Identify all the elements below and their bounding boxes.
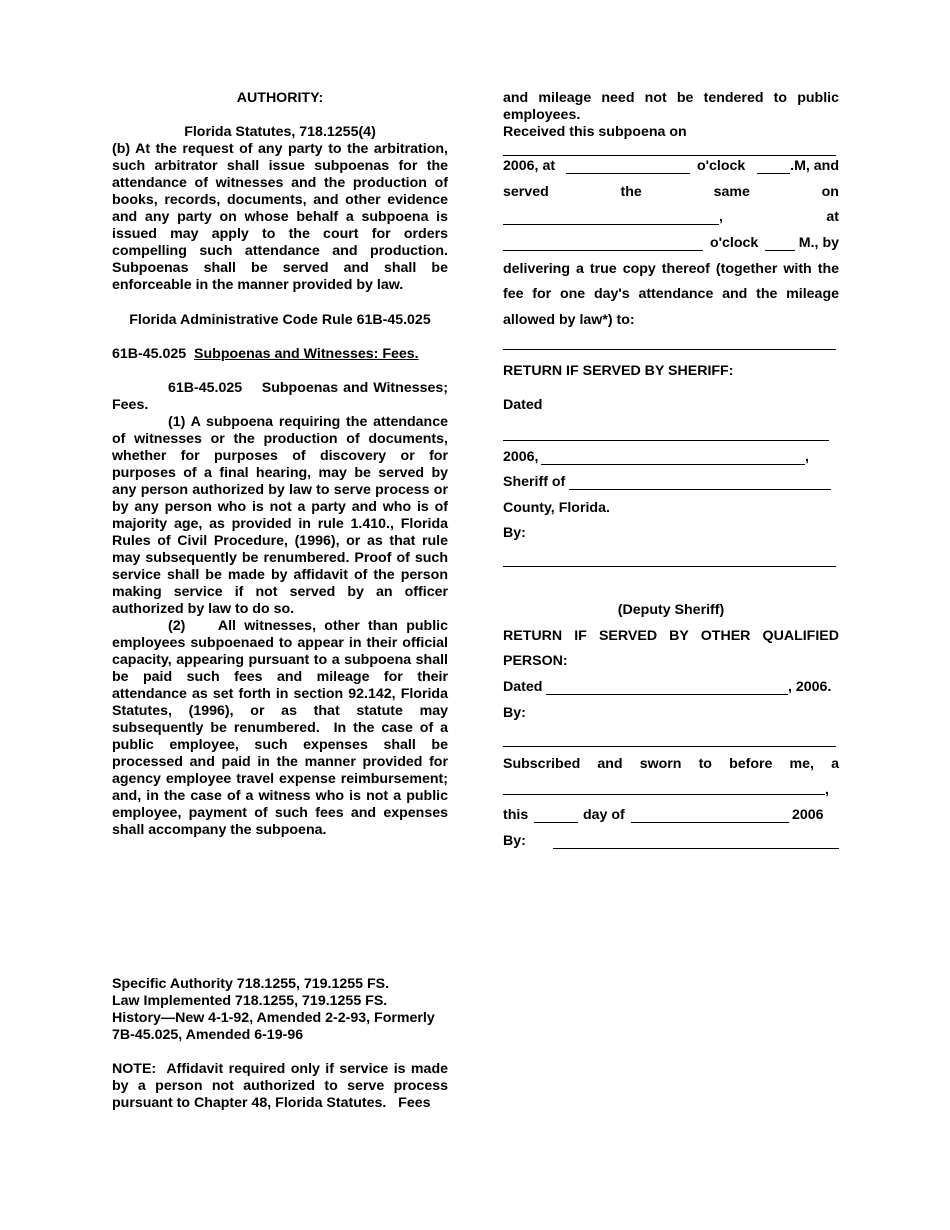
dated-blank <box>503 440 829 441</box>
row1-ampm-blank <box>757 173 790 174</box>
sheriff-county-blank <box>569 489 831 490</box>
to-word: to <box>698 756 712 772</box>
county-row <box>503 498 839 518</box>
sheriff-of-row <box>503 472 839 492</box>
sheriff-of-label: Sheriff of <box>503 474 566 490</box>
subscribed-row <box>503 754 839 774</box>
deputy-text: (Deputy Sheriff) <box>617 602 725 618</box>
before-word: before <box>729 756 773 772</box>
note: NOTE: Affidavit required only if service is made by a person not authorized to serve process pursuant to Chapter 48, Florida Statutes. Fees <box>112 1061 452 1111</box>
row4-m-by: M., by <box>798 235 839 251</box>
month-blank <box>631 822 789 823</box>
sworn-word: sworn <box>639 756 682 772</box>
fee-text: fee for one day's attendance and the mileage <box>503 286 839 302</box>
deputy-signature-blank <box>503 566 836 567</box>
paragraph-2: (2) All witnesses, other than public employees subpoenaed to appear in their official capacity, appearing pursuant to a subpoena shall be paid such fees and mileage for their attendance as set forth in section 92.142, Florida Statutes, (1996), or as that statute may subsequently be renumbered. In the case of a public employee, such expenses shall be processed and paid in the manner provided for agency employee travel expense reimbursement; and, in the case of a witness who is not a public employee, payment of such fees and expenses shall accompany the subpoena. <box>112 618 452 838</box>
served-to-blank <box>503 349 836 350</box>
served-row <box>503 182 839 202</box>
by-row <box>503 523 839 543</box>
served-word: served <box>503 184 549 200</box>
rule-intro: 61B-45.025 Subpoenas and Witnesses; Fees. <box>112 380 452 413</box>
a-word: a <box>831 756 839 772</box>
served-date-blank <box>503 224 719 225</box>
row1-m-and: .M, and <box>790 158 839 174</box>
by3-row <box>503 831 839 851</box>
day-blank <box>534 822 578 823</box>
specific-authority: Specific Authority 718.1255, 719.1255 FS. <box>112 976 390 992</box>
the-word: the <box>620 184 642 200</box>
year-blank <box>541 464 805 465</box>
dated-label: Dated <box>503 397 543 413</box>
year-comma: , <box>805 449 809 465</box>
fee-row <box>503 284 839 304</box>
row1-year: 2006, at <box>503 158 556 174</box>
served-date-comma: , <box>719 209 723 225</box>
authority-heading: AUTHORITY: <box>236 90 324 106</box>
by2-row <box>503 703 839 723</box>
subscribed-word: Subscribed <box>503 756 581 772</box>
deputy-row <box>503 600 839 620</box>
rule-heading-line <box>112 346 448 362</box>
by2-signature-blank <box>503 746 836 747</box>
return-other-text: RETURN IF SERVED BY OTHER QUALIFIED <box>503 628 839 644</box>
officer-blank <box>503 794 825 795</box>
this-label: this <box>503 807 529 823</box>
return-sheriff-heading <box>503 361 839 381</box>
person-row <box>503 651 839 671</box>
dated2-year: , 2006. <box>788 679 832 695</box>
row4-time-blank <box>503 250 703 251</box>
dated2-label: Dated <box>503 679 543 695</box>
return-other-row <box>503 626 839 646</box>
on-word: on <box>821 184 839 200</box>
statute-text: (b) At the request of any party to the arbitration, such arbitrator shall issue subpoenas for the attendance of witnesses and the production of books, records, documents, and other evidence and any party on whose behalf a subpoena is issued may apply to the court for orders compelling such attendance and production. Subpoenas shall be served and shall be enforceable in the manner provided by law. <box>112 141 448 293</box>
time-row-2 <box>503 233 839 253</box>
county-text: County, Florida. <box>503 500 610 516</box>
row4-oclock: o'clock <box>710 235 759 251</box>
rule-heading: Subpoenas and Witnesses: Fees. <box>194 346 419 362</box>
received-label: Received this subpoena on <box>503 124 687 140</box>
rule-title: Florida Administrative Code Rule 61B-45.025 <box>129 312 431 328</box>
dated-row <box>503 395 839 415</box>
year-last: 2006 <box>792 807 824 823</box>
time-row-1 <box>503 156 839 176</box>
by3-signature-blank <box>553 848 839 849</box>
by-label: By: <box>503 525 526 541</box>
at-word: at <box>826 209 839 225</box>
row1-oclock: o'clock <box>697 158 746 174</box>
person-text: PERSON: <box>503 653 568 669</box>
day-of-label: day of <box>583 807 625 823</box>
and-word: and <box>597 756 623 772</box>
by3-label: By: <box>503 833 526 849</box>
officer-row <box>503 780 839 800</box>
law-implemented: Law Implemented 718.1255, 719.1255 FS. <box>112 993 388 1009</box>
officer-comma: , <box>825 782 829 798</box>
history-line-1: History—New 4-1-92, Amended 2-2-93, Formerly <box>112 1010 435 1026</box>
allowed-row <box>503 310 839 330</box>
me-word: me, <box>789 756 814 772</box>
paragraph-1: (1) A subpoena requiring the attendance of witnesses or the production of documents, whether for purposes of discovery or for purposes of a final hearing, may be served by any person authorized by law to serve process or by any person who is not a party and who is of majority age, as provided in rule 1.410., Florida Rules of Civil Procedure, (1996), or as that rule may subsequently be renumbered. Proof of such service shall be made by affidavit of the person making service if not served by an officer authorized by law to do so. <box>112 414 448 617</box>
dated2-blank <box>546 694 788 695</box>
this-day-row <box>503 805 839 825</box>
statute-title: Florida Statutes, 718.1255(4) <box>184 124 376 140</box>
served-date-row <box>503 207 839 227</box>
row1-time-blank <box>566 173 690 174</box>
by2-label: By: <box>503 705 526 721</box>
delivering-row <box>503 259 839 279</box>
row4-ampm-blank <box>765 250 795 251</box>
year-row <box>503 447 839 467</box>
allowed-text: allowed by law*) to: <box>503 312 635 328</box>
history-line-2: 7B-45.025, Amended 6-19-96 <box>112 1027 304 1043</box>
same-word: same <box>713 184 750 200</box>
dated2-row <box>503 677 839 697</box>
year-2006: 2006, <box>503 449 539 465</box>
top-text: and mileage need not be tendered to public employees. <box>503 90 839 123</box>
rule-number: 61B-45.025 <box>112 346 187 362</box>
delivering-text: delivering a true copy thereof (together with the <box>503 261 839 277</box>
return-sheriff-text: RETURN IF SERVED BY SHERIFF: <box>503 363 734 379</box>
